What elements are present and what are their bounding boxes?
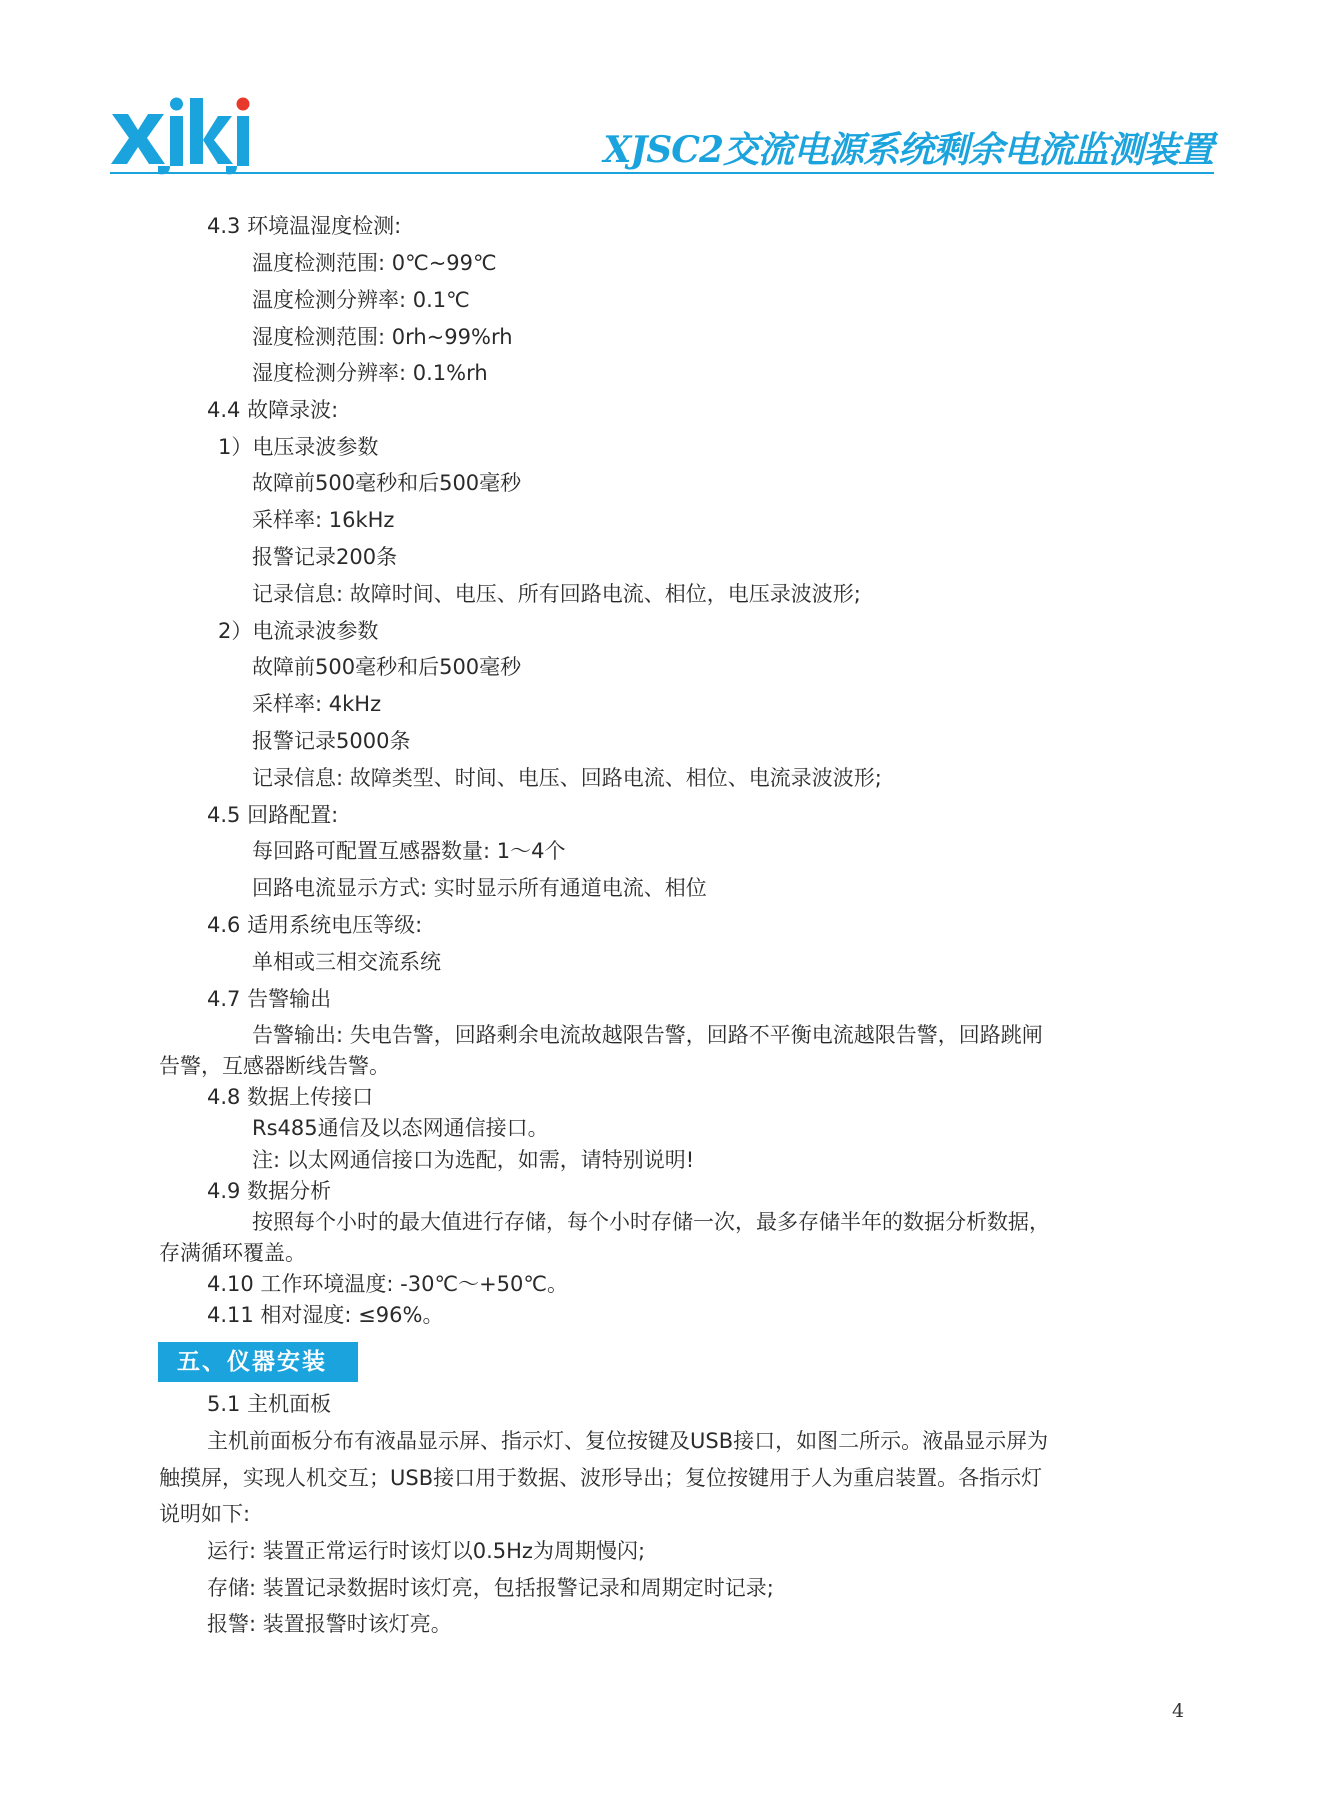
list-item: 报警记录5000条 <box>252 729 411 753</box>
list-item: 记录信息: 故障类型、时间、电压、回路电流、相位、电流录波波形; <box>252 766 882 790</box>
xjkj-logo-icon <box>110 94 252 176</box>
section-4-5-heading: 4.5 回路配置: <box>207 803 339 827</box>
list-item: 温度检测分辨率: 0.1℃ <box>252 288 470 312</box>
list-item: 故障前500毫秒和后500毫秒 <box>252 471 522 495</box>
section-4-8-heading: 4.8 数据上传接口 <box>207 1085 374 1109</box>
list-item: 记录信息: 故障时间、电压、所有回路电流、相位，电压录波波形; <box>252 582 861 606</box>
list-item: 注: 以太网通信接口为选配，如需，请特别说明! <box>252 1148 695 1172</box>
list-item: 湿度检测范围: 0rh~99%rh <box>252 325 513 349</box>
company-logo <box>110 94 252 180</box>
document-title: XJSC2交流电源系统剩余电流监测装置 <box>603 129 1213 171</box>
header-divider <box>110 172 1214 174</box>
section-4-3-heading: 4.3 环境温湿度检测: <box>207 214 402 238</box>
voltage-recording-title: 1）电压录波参数 <box>218 435 379 459</box>
section-4-10: 4.10 工作环境温度: -30℃～+50℃。 <box>207 1272 568 1296</box>
indicator-run: 运行: 装置正常运行时该灯以0.5Hz为周期慢闪; <box>207 1539 646 1563</box>
alarm-output-text: 告警输出: 失电告警，回路剩余电流故越限告警，回路不平衡电流越限告警，回路跳闸 <box>252 1023 1043 1047</box>
indicator-alarm: 报警: 装置报警时该灯亮。 <box>207 1612 452 1636</box>
list-item: 报警记录200条 <box>252 545 398 569</box>
section-4-11: 4.11 相对湿度: ≤96%。 <box>207 1303 444 1327</box>
list-item: Rs485通信及以态网通信接口。 <box>252 1116 549 1140</box>
section-5-1-heading: 5.1 主机面板 <box>207 1392 332 1416</box>
data-analysis-text: 按照每个小时的最大值进行存储，每个小时存储一次，最多存储半年的数据分析数据， <box>252 1210 1050 1234</box>
indicator-storage: 存储: 装置记录数据时该灯亮，包括报警记录和周期定时记录; <box>207 1576 774 1600</box>
section-4-7-heading: 4.7 告警输出 <box>207 987 332 1011</box>
panel-description: 主机前面板分布有液晶显示屏、指示灯、复位按键及USB接口，如图二所示。液晶显示屏为 <box>207 1429 1049 1453</box>
section-4-4-heading: 4.4 故障录波: <box>207 398 339 422</box>
panel-description-cont: 说明如下: <box>159 1502 251 1526</box>
page-number: 4 <box>1172 1700 1185 1722</box>
list-item: 故障前500毫秒和后500毫秒 <box>252 655 522 679</box>
list-item: 回路电流显示方式: 实时显示所有通道电流、相位 <box>252 876 707 900</box>
list-item: 每回路可配置互感器数量: 1～4个 <box>252 839 566 863</box>
list-item: 采样率: 16kHz <box>252 508 395 532</box>
alarm-output-text-cont: 告警，互感器断线告警。 <box>159 1054 390 1078</box>
list-item: 采样率: 4kHz <box>252 692 382 716</box>
section-4-6-heading: 4.6 适用系统电压等级: <box>207 913 423 937</box>
section-4-9-heading: 4.9 数据分析 <box>207 1179 332 1203</box>
section-5-banner: 五、仪器安装 <box>158 1342 358 1382</box>
list-item: 单相或三相交流系统 <box>252 950 441 974</box>
data-analysis-text-cont: 存满循环覆盖。 <box>159 1241 306 1265</box>
panel-description-cont: 触摸屏，实现人机交互；USB接口用于数据、波形导出；复位按键用于人为重启装置。各指示灯 <box>159 1466 1043 1490</box>
list-item: 湿度检测分辨率: 0.1%rh <box>252 361 488 385</box>
list-item: 温度检测范围: 0℃~99℃ <box>252 251 497 275</box>
current-recording-title: 2）电流录波参数 <box>218 619 379 643</box>
